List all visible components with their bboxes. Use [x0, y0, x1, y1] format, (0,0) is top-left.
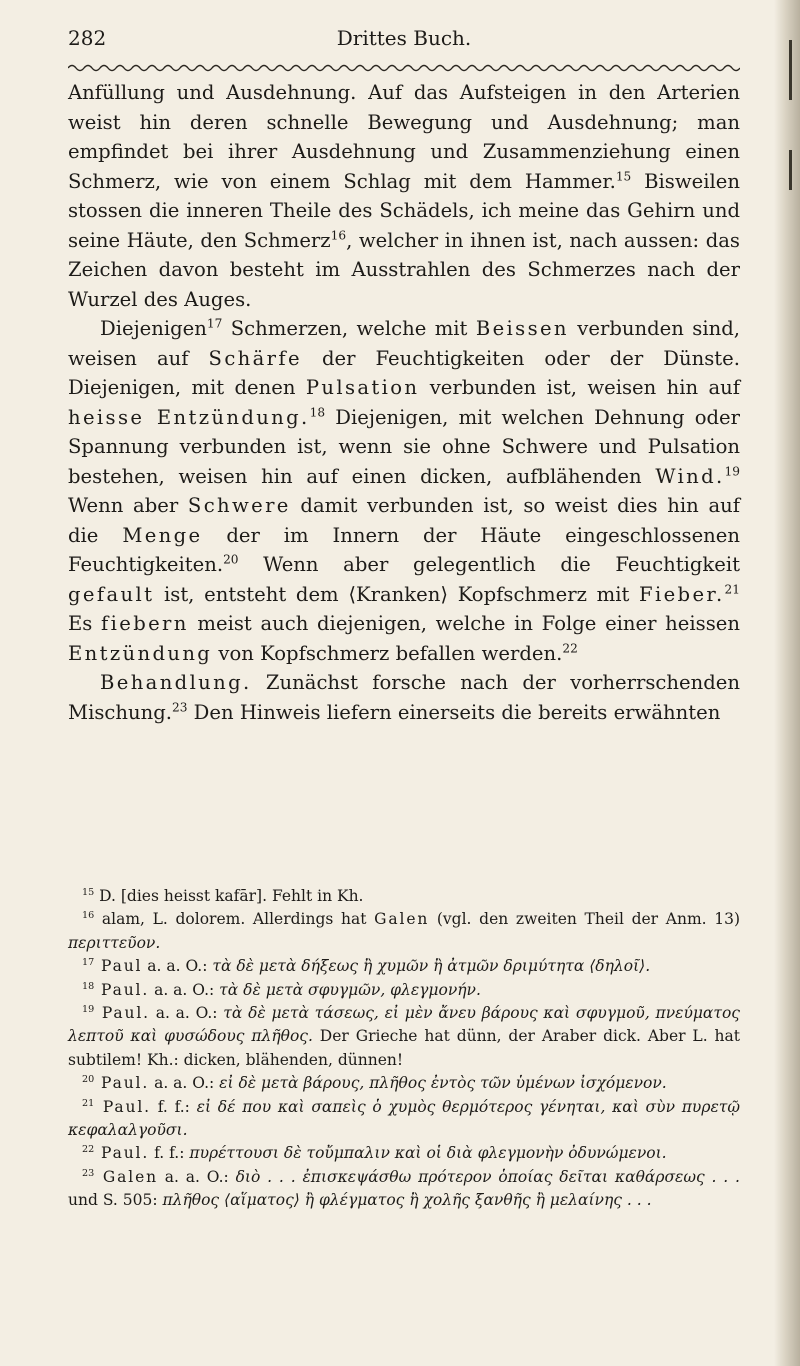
text-run: damit verbunden ist, so weist dies hin auf die	[68, 494, 740, 547]
page-header	[68, 26, 740, 58]
spaced-term: Paul.	[94, 1004, 150, 1023]
spaced-term: Schärfe	[208, 346, 302, 370]
footnote	[68, 955, 740, 978]
greek-quote: εἰ δὲ μετὰ βάρους, πλῆθος ἐντὸς τῶν ὑμένων ἰσχόμενον.	[219, 1074, 667, 1093]
greek-quote: τὰ δὲ μετὰ τάσεως, εἰ μὲν ἄνευ βάρους καὶ σφυγμοῦ, πνεύματος λεπτοῦ καὶ φυσώδους πλῆθος.	[68, 1004, 740, 1046]
spaced-term: Menge	[122, 523, 203, 547]
footnote	[68, 1072, 740, 1095]
footnote-ref[interactable]: 22	[562, 640, 578, 655]
footnote-number: 15	[82, 886, 95, 898]
page-edge-shadow	[774, 0, 800, 1366]
footnote-text: und S. 505:	[68, 1191, 163, 1210]
text-run: ist, entsteht dem ⟨Kranken⟩ Kopfschmerz mit	[154, 582, 640, 606]
footnote-number: 17	[82, 957, 95, 969]
footnote-ref[interactable]: 15	[615, 168, 632, 183]
header-wavy-rule	[68, 62, 740, 74]
footnote-number: 19	[82, 1003, 95, 1015]
footnote-number: 22	[82, 1144, 95, 1156]
text-run: Zunächst forsche nach der vorherrschenden Mischung.	[68, 671, 740, 724]
text-run: Wenn aber gelegentlich die Feuchtigkeit	[238, 553, 740, 576]
spaced-term: Galen	[374, 910, 430, 929]
footnote-number: 20	[82, 1074, 95, 1086]
footnote-text: a. a. O.:	[149, 1074, 220, 1093]
spaced-term: Fieber.	[639, 582, 725, 606]
footnote-text: a. a. O.:	[149, 980, 220, 999]
footnote-number: 21	[82, 1097, 95, 1109]
footnote	[68, 1166, 740, 1213]
footnote-text: (vgl. den zweiten Theil der Anm. 13)	[429, 910, 741, 929]
footnote	[68, 885, 740, 908]
spaced-term: Paul.	[94, 980, 150, 999]
footnote-text: Der Grieche hat dünn, der Araber dick. Aber L. hat subtilem! Kh.: dicken, blähenden, dünnen!	[68, 1027, 741, 1069]
spaced-term: Schwere	[187, 494, 291, 517]
footnote	[68, 1142, 740, 1165]
text-run: Diejenigen, mit welchen Dehnung oder Spannung verbunden ist, wenn sie ohne Schwere und Pulsation bestehen, weisen hin auf einen dicken, aufblähenden	[68, 405, 740, 488]
footnote-ref[interactable]: 17	[206, 316, 223, 331]
footnote-ref[interactable]: 23	[172, 699, 188, 714]
running-title: Drittes Buch.	[336, 26, 472, 50]
greek-quote: εἰ δέ που καὶ σαπεὶς ὁ χυμὸς θερμότερος γένηται, καὶ σὺν πυρετῷ κεφαλαλγοῦσι.	[68, 1097, 740, 1140]
greek-quote: πυρέττουσι δὲ τοὔμπαλιν καὶ οἱ διὰ φλεγμονὴν ὀδυνώμενοι.	[189, 1144, 667, 1163]
spaced-term: Paul.	[94, 1144, 150, 1163]
text-run: verbunden ist, weisen hin auf	[419, 376, 740, 399]
footnote-ref[interactable]: 19	[724, 463, 740, 478]
page-number: 282	[68, 26, 107, 50]
footnote-text: a. a. O.:	[149, 1004, 224, 1023]
main-text	[68, 78, 740, 727]
spaced-term: Beissen	[475, 317, 569, 340]
edge-mark	[789, 150, 792, 190]
footnote-text: a. a. O.:	[142, 957, 213, 976]
footnote-number: 23	[82, 1167, 95, 1179]
footnote-ref[interactable]: 16	[330, 227, 347, 242]
footnote	[68, 1002, 740, 1072]
greek-quote: διὸ . . . ἐπισκεψάσθω πρότερον ὁποίας δεῖται καθάρσεως . . .	[235, 1167, 740, 1186]
greek-quote: πλῆθος ⟨αἵματος⟩ ἢ φλέγματος ἢ χολῆς ξανθῆς ἢ μελαίνης . . .	[162, 1191, 652, 1210]
footnote-number: 18	[82, 980, 95, 992]
spaced-term: fiebern	[101, 612, 189, 635]
spaced-term: Paul.	[94, 1074, 150, 1093]
footnote	[68, 1096, 740, 1143]
footnote-ref[interactable]: 21	[724, 581, 740, 596]
text-run: Den Hinweis liefern einerseits die bereits erwähnten	[187, 700, 721, 724]
text-run: verbunden sind, weisen auf	[68, 317, 740, 370]
text-run: von Kopfschmerz befallen werden.	[212, 641, 563, 665]
greek-quote: τὰ δὲ μετὰ σφυγμῶν, φλεγμονήν.	[219, 980, 481, 999]
greek-quote: τὰ δὲ μετὰ δήξεως ἢ χυμῶν ἢ ἀτμῶν δριμύτητα ⟨δηλοῖ⟩.	[212, 957, 651, 976]
spaced-term: Galen	[94, 1167, 158, 1186]
text-run: Wenn aber	[68, 494, 188, 517]
edge-mark	[789, 40, 792, 100]
spaced-term: gefault	[68, 582, 155, 606]
paragraph	[68, 314, 740, 668]
text-run: meist auch diejenigen, welche in Folge einer heissen	[188, 612, 740, 635]
spaced-term: Paul.	[94, 1097, 151, 1116]
text-run: der im Innern der Häute eingeschlossenen Feuchtigkeiten.	[68, 523, 741, 576]
spaced-term: Entzündung	[68, 641, 213, 665]
text-run: Bisweilen stossen die inneren Theile des Schädels, ich meine das Gehirn und seine Häute, den Schmerz	[68, 169, 740, 252]
text-run: Anfüllung und Ausdehnung. Auf das Aufsteigen in den Arterien weist hin deren schnelle Bewegung und Ausdehnung; man empfindet bei ihrer Ausdehnung und Zusammenziehung einen Schmerz, wie von einem Schlag mit dem Hammer.	[68, 81, 740, 193]
spaced-term: Paul	[94, 957, 143, 976]
footnote-text: alam, L. dolorem. Allerdings hat	[94, 910, 375, 929]
greek-quote: περιττεῦον.	[68, 933, 161, 952]
paragraph	[68, 78, 740, 314]
spaced-term: heisse Entzündung.	[68, 405, 310, 429]
footnote-text: a. a. O.:	[157, 1167, 236, 1186]
text-run: , welcher in ihnen ist, nach aussen: das Zeichen davon besteht im Ausstrahlen des Schmerzes nach der Wurzel des Auges.	[68, 228, 740, 311]
footnote	[68, 979, 740, 1002]
text-run: Diejenigen	[100, 317, 207, 340]
text-run: Es	[68, 612, 102, 635]
spaced-term: Behandlung.	[100, 671, 252, 694]
spaced-term: Pulsation	[305, 376, 420, 399]
footnote-ref[interactable]: 18	[309, 404, 326, 419]
spaced-term: Wind.	[655, 464, 725, 488]
footnote-text: f. f.:	[149, 1144, 190, 1163]
footnote	[68, 908, 740, 955]
footnotes	[68, 885, 740, 1213]
footnote-number: 16	[82, 910, 95, 922]
text-run: der Feuchtigkeiten oder der Dünste. Diejenigen, mit denen	[68, 346, 740, 399]
paragraph	[68, 668, 740, 727]
text-run: Schmerzen, welche mit	[222, 317, 476, 340]
footnote-ref[interactable]: 20	[223, 552, 239, 567]
footnote-text: f. f.:	[150, 1097, 197, 1116]
footnote-text: D. [dies heisst kafār]. Fehlt in Kh.	[94, 887, 364, 905]
